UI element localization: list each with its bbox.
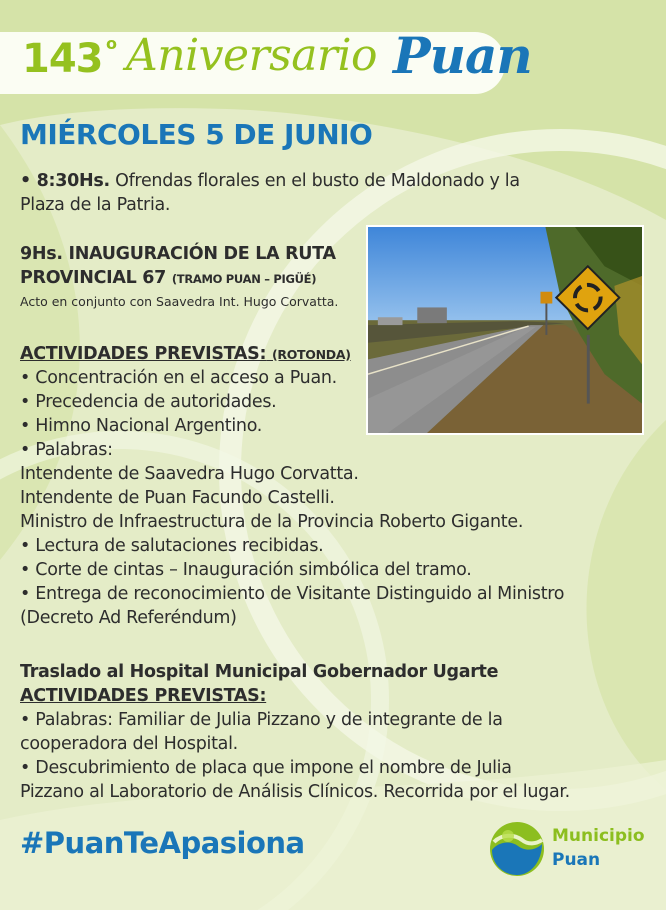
ofrendas-line-2: Plaza de la Patria. (20, 195, 171, 215)
ofrendas-time: • 8:30Hs. (20, 171, 110, 191)
actividades-heading-text: ACTIVIDADES PREVISTAS: (20, 344, 267, 364)
ruta-title-line-1: 9Hs. INAUGURACIÓN DE LA RUTA (20, 244, 336, 264)
anniversary-word: Aniversario (126, 30, 378, 81)
ruta-title (20, 242, 360, 291)
ruta-provincial: PROVINCIAL 67 (20, 268, 167, 288)
municipio-logo-icon (488, 820, 546, 878)
anniversary-town: Puan (393, 26, 532, 85)
hashtag: #PuanTeApasiona (20, 826, 305, 860)
actividad-item: (Decreto Ad Referéndum) (20, 608, 237, 628)
actividad-item: Intendente de Puan Facundo Castelli. (20, 488, 335, 508)
actividad-item: • Concentración en el acceso a Puan. (20, 368, 337, 388)
actividad-item: Ministro de Infraestructura de la Provincia Roberto Gigante. (20, 512, 524, 532)
hospital-item: cooperadora del Hospital. (20, 734, 238, 754)
actividad-item: • Entrega de reconocimiento de Visitante Distinguido al Ministro (20, 584, 565, 604)
actividad-item: • Precedencia de autoridades. (20, 392, 277, 412)
actividades-heading-sub: (ROTONDA) (271, 347, 351, 362)
ofrendas-line-1 (20, 170, 520, 194)
hospital-item: Pizzano al Laboratorio de Análisis Clínicos. Recorrida por el lugar. (20, 782, 570, 802)
actividad-item: • Corte de cintas – Inauguración simbólica del tramo. (20, 560, 472, 580)
hospital-item: • Descubrimiento de placa que impone el nombre de Julia (20, 758, 512, 778)
ruta-tramo: (TRAMO PUAN – PIGÜÉ) (171, 272, 317, 286)
road-photo (366, 225, 644, 435)
logo-municipio: Municipio (552, 826, 645, 846)
actividades-heading (20, 344, 351, 364)
event-date: MIÉRCOLES 5 DE JUNIO (20, 118, 373, 151)
ofrendas-text: Ofrendas florales en el busto de Maldonado y la (115, 171, 520, 191)
actividad-item: • Palabras: (20, 440, 113, 460)
hospital-item: • Palabras: Familiar de Julia Pizzano y de integrante de la (20, 710, 503, 730)
actividad-item: Intendente de Saavedra Hugo Corvatta. (20, 464, 359, 484)
hospital-title: Traslado al Hospital Municipal Gobernador Ugarte (20, 662, 499, 682)
actividad-item: • Lectura de salutaciones recibidas. (20, 536, 324, 556)
logo-puan: Puan (552, 850, 601, 870)
ruta-title-line-2 (20, 266, 360, 291)
ruta-note: Acto en conjunto con Saavedra Int. Hugo Corvatta. (20, 294, 339, 309)
anniversary-degree: o (106, 34, 117, 53)
hospital-heading: ACTIVIDADES PREVISTAS: (20, 686, 267, 706)
actividad-item: • Himno Nacional Argentino. (20, 416, 263, 436)
anniversary-number: 143 (22, 36, 103, 82)
